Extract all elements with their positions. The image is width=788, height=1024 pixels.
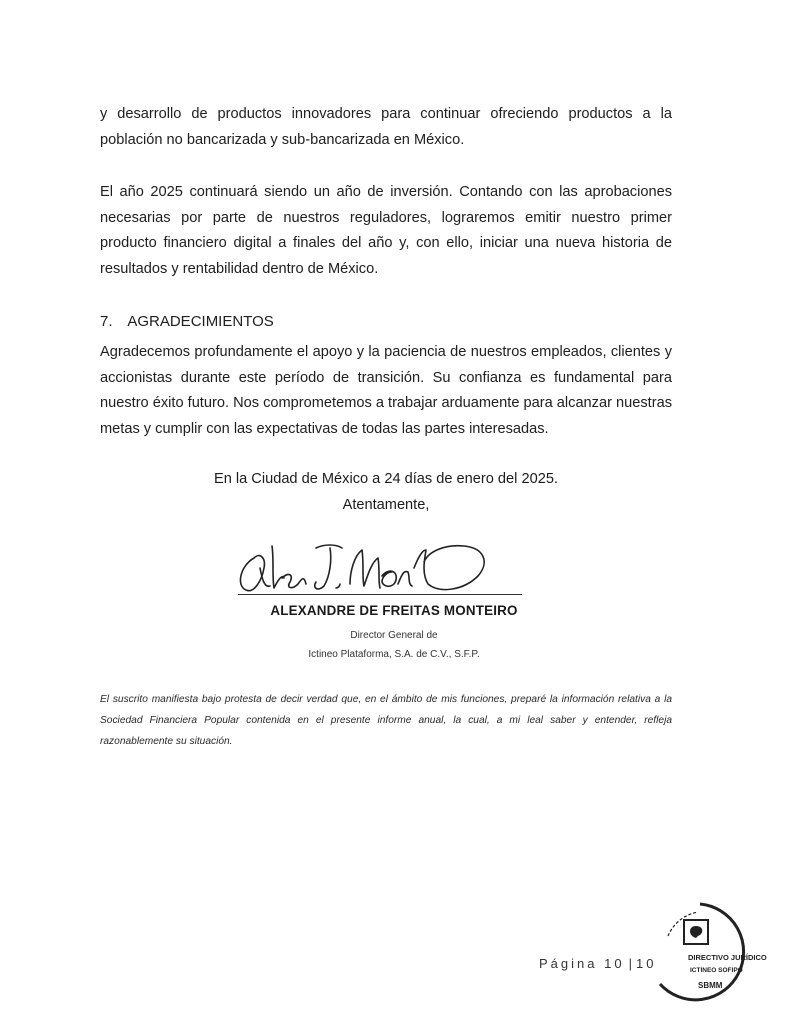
svg-text:ICTINEO SOFIPO: ICTINEO SOFIPO xyxy=(690,967,743,974)
svg-text:DIRECTIVO JURÍDICO: DIRECTIVO JURÍDICO xyxy=(688,953,767,962)
handwritten-signature xyxy=(232,528,532,603)
paragraph-outlook-2025: El año 2025 continuará siendo un año de inversión. Contando con las aprobaciones necesarias por parte de nuestros reguladores, lograremos emitir nuestro primer producto financiero digital a finales del año y, con ello, iniciar una nueva historia de resultados y rentabilidad dentro de México. xyxy=(100,184,672,277)
paragraph-thanks: Agradecemos profundamente el apoyo y la paciencia de nuestros empleados, clientes y accionistas durante este período de transición. Su confianza es fundamental para nuestro éxito futuro. Nos comprometemos a trabajar arduamente para alcanzar nuestras metas y cumplir con las expectativas de todas las partes interesadas. xyxy=(100,344,672,437)
signature-line xyxy=(238,594,522,595)
signer-name: ALEXANDRE DE FREITAS MONTEIRO xyxy=(270,603,518,618)
page-label: Página xyxy=(539,956,598,971)
section-heading xyxy=(100,313,274,330)
declaration-statement: El suscrito manifiesta bajo protesta de decir verdad que, en el ámbito de mis funciones, preparé la información relativa a la Sociedad Financiera Popular contenida en el presente informe anual, la cual, a mi leal saber y entender, refleja razonablemente su situación. xyxy=(100,694,672,747)
closing-salutation: Atentamente, xyxy=(342,497,430,513)
signer-company: Ictineo Plataforma, S.A. de C.V., S.F.P. xyxy=(308,649,480,660)
paragraph-intro: y desarrollo de productos innovadores para continuar ofreciendo productos a la población no bancarizada y sub-bancarizada en México. xyxy=(100,106,672,148)
current-page: 10 xyxy=(604,956,625,971)
page-number: Página 10 | 10 xyxy=(539,956,657,971)
total-pages: 10 xyxy=(635,956,657,971)
section-title: AGRADECIMIENTOS xyxy=(127,313,274,330)
signer-title: Director General de xyxy=(350,630,438,641)
place-and-date: En la Ciudad de México a 24 días de enero del 2025. xyxy=(213,471,558,487)
section-number: 7. xyxy=(100,313,113,330)
svg-text:SBMM: SBMM xyxy=(698,981,723,990)
company-seal-stamp xyxy=(648,896,767,1014)
